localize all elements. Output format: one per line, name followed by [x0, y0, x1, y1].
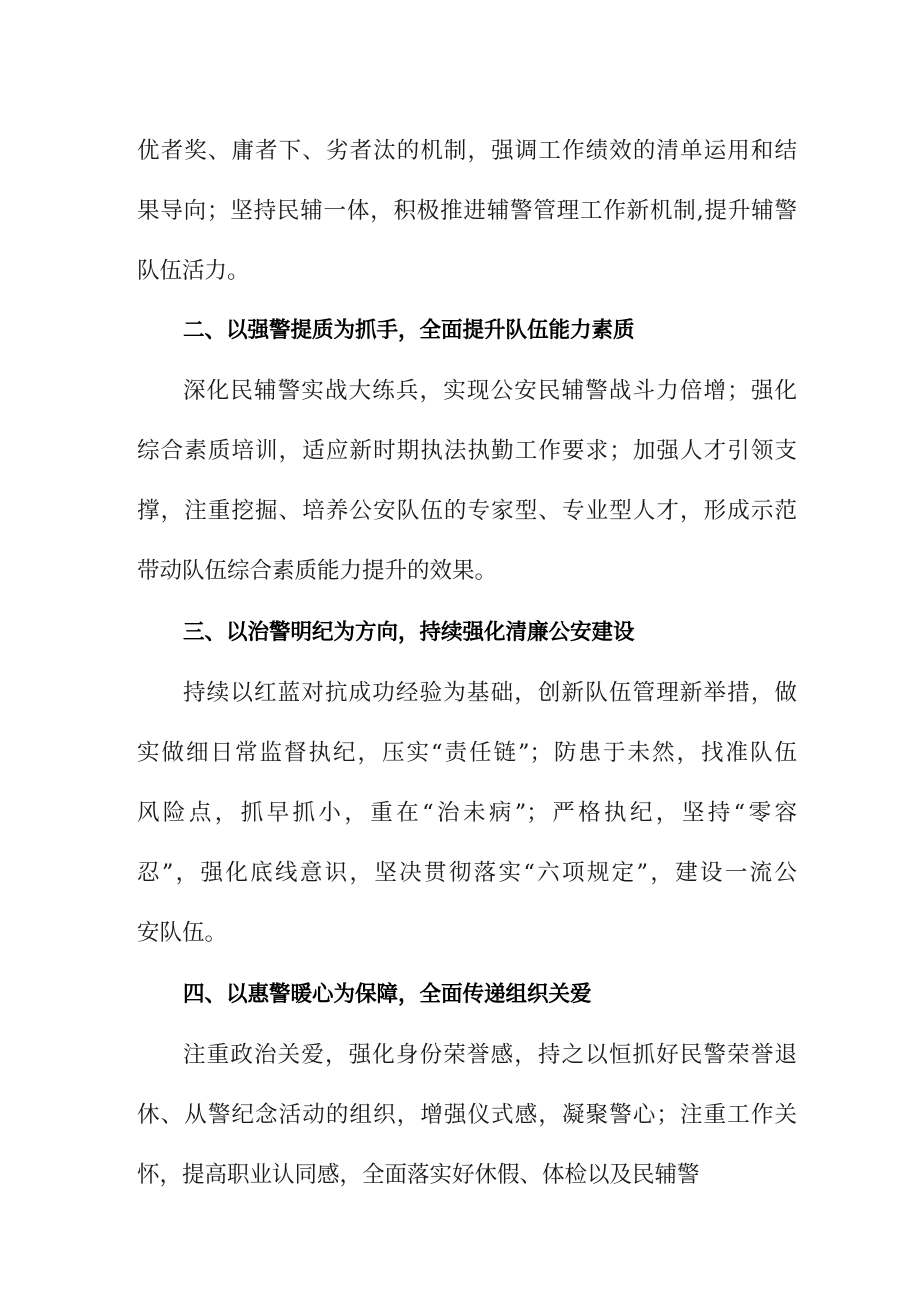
paragraph-1-line-2: 果导向；坚持民辅一体，积极推进辅警管理工作新机制,提升辅警 — [137, 198, 797, 224]
paragraph-2-line-1: 深化民辅警实战大练兵，实现公安民辅警战斗力倍增；强化 — [183, 378, 797, 404]
paragraph-4-line-2: 休、从警纪念活动的组织，增强仪式感，凝聚警心；注重工作关 — [137, 1102, 797, 1128]
paragraph-3-line-1: 持续以红蓝对抗成功经验为基础，创新队伍管理新举措，做 — [183, 680, 797, 706]
paragraph-2-line-2: 综合素质培训，适应新时期执法执勤工作要求；加强人才引领支 — [137, 438, 797, 464]
paragraph-1-line-3: 队伍活力。 — [137, 258, 250, 284]
paragraph-4-line-3: 怀，提高职业认同感，全面落实好休假、体检以及民辅警 — [137, 1162, 700, 1188]
section-heading-3: 三、以治警明纪为方向，持续强化清廉公安建设 — [183, 620, 635, 645]
paragraph-1-line-1: 优者奖、庸者下、劣者汰的机制，强调工作绩效的清单运用和结 — [137, 138, 797, 164]
paragraph-3-line-5: 安队伍。 — [137, 920, 228, 946]
paragraph-3-line-3: 风险点，抓早抓小，重在“治未病”；严格执纪，坚持“零容 — [137, 800, 797, 826]
section-heading-4: 四、以惠警暖心为保障，全面传递组织关爱 — [183, 982, 592, 1007]
paragraph-3-line-4: 忍”，强化底线意识，坚决贯彻落实“六项规定”，建设一流公 — [137, 860, 797, 886]
paragraph-2-line-4: 带动队伍综合素质能力提升的效果。 — [137, 558, 498, 584]
paragraph-4-line-1: 注重政治关爱，强化身份荣誉感，持之以恒抓好民警荣誉退 — [183, 1042, 797, 1068]
section-heading-2: 二、以强警提质为抓手，全面提升队伍能力素质 — [183, 318, 635, 343]
paragraph-3-line-2: 实做细日常监督执纪，压实“责任链”；防患于未然，找准队伍 — [137, 740, 797, 766]
paragraph-2-line-3: 撑，注重挖掘、培养公安队伍的专家型、专业型人才，形成示范 — [137, 498, 797, 524]
